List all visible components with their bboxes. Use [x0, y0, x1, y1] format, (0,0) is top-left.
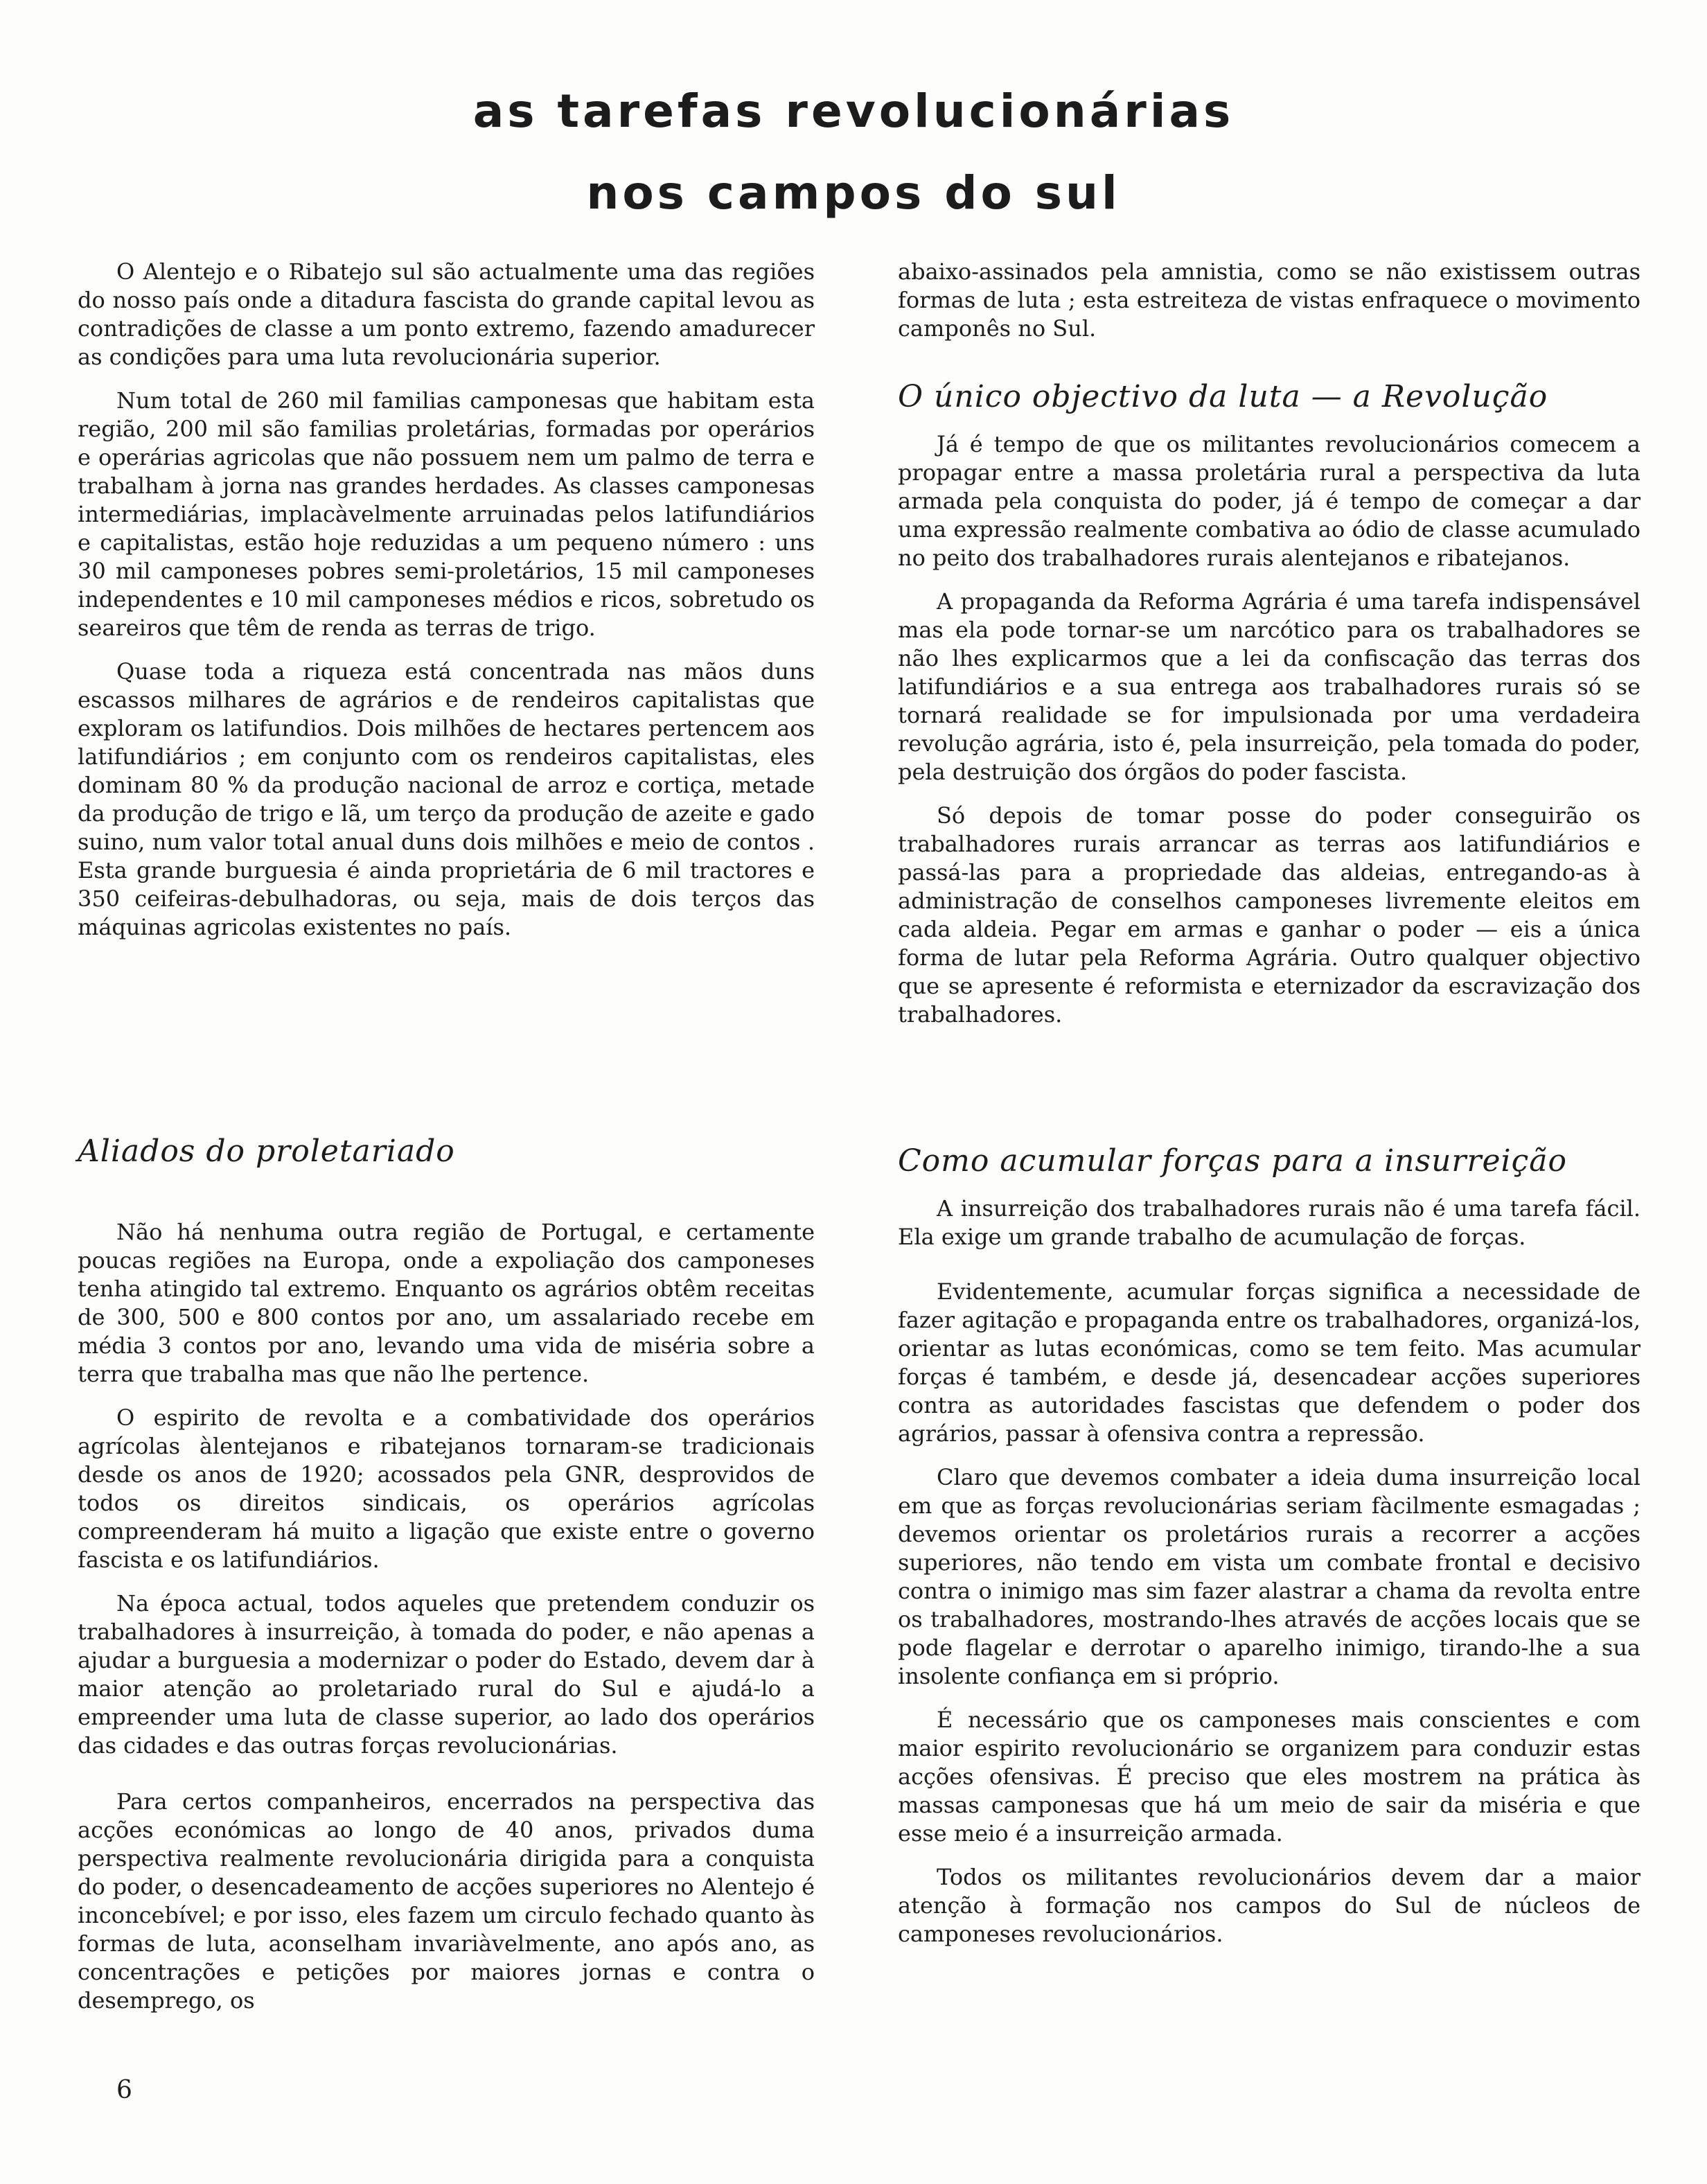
left-column-top [78, 258, 815, 942]
left-column-bottom [78, 1132, 815, 2015]
right-paragraph-2: Já é tempo de que os militantes revolucionários comecem a propagar entre a massa proletária rural a perspectiva da luta armada pela conquista do poder, já é tempo de começar a dar uma expressão realmente combativa ao ódio de classe acumulado no peito dos trabalhadores rurais alentejanos e ribatejanos. [898, 431, 1640, 571]
section-heading-acumular: Como acumular forças para a insurreição [898, 1143, 1567, 1179]
left-paragraph-1: O Alentejo e o Ribatejo sul são actualmente uma das regiões do nosso país onde a ditadura fascista do grande capital levou as contradições de classe a um ponto extremo, fazendo amadurecer as condições para uma luta revolucionária superior. [78, 258, 815, 370]
right-paragraph-7: Claro que devemos combater a ideia duma insurreição local em que as forças revolucionárias seriam fàcilmente esmagadas ; devemos orientar os proletários rurais a recorrer a acções superiores, não tendo em vista um combate frontal e decisivo contra o inimigo mas sim fazer alastrar a chama da revolta entre os trabalhadores, mostrando-lhes através de acções locais que se pode flagelar e derrotar o aparelho inimigo, tirando-lhe a sua insolente confiança em si próprio. [898, 1464, 1640, 1689]
right-paragraph-1: abaixo-assinados pela amnistia, como se não existissem outras formas de luta ; esta estreiteza de vistas enfraquece o movimento camponês no Sul. [898, 258, 1640, 342]
right-paragraph-8: É necessário que os camponeses mais conscientes e com maior espirito revolucionário se organizem para conduzir estas acções ofensivas. É preciso que eles mostrem na prática às massas camponesas que há um meio de sair da miséria e que esse meio é a insurreição armada. [898, 1707, 1640, 1847]
left-paragraph-3: Quase toda a riqueza está concentrada nas mãos duns escassos milhares de agrários e de rendeiros capitalistas que exploram os latifundios. Dois milhões de hectares pertencem aos latifundiários ; em conjunto com os rendeiros capitalistas, eles dominam 80 % da produção nacional de arroz e cortiça, metade da produção de trigo e lã, um terço da produção de azeite e gado suino, num valor total anual duns dois milhões e meio de contos . Esta grande burguesia é ainda proprietária de 6 mil tractores e 350 ceifeiras-debulhadoras, ou seja, mais de dois terços das máquinas agricolas existentes no país. [78, 658, 815, 940]
left-paragraph-7: Para certos companheiros, encerrados na perspectiva das acções económicas ao longo de 40 anos, privados duma perspectiva realmente revolucionária dirigida para a conquista do poder, o desencadeamento de acções superiores no Alentejo é inconcebível; e por isso, eles fazem um circulo fechado quanto às formas de luta, aconselham invariàvelmente, ano após ano, as concentrações e petições por maiores jornas e contra o desemprego, os [78, 1788, 815, 2014]
right-paragraph-6: Evidentemente, acumular forças significa a necessidade de fazer agitação e propaganda entre os trabalhadores, organizá-los, orientar as lutas económicas, como se tem feito. Mas acumular forças é também, e desde já, desencadear acções superiores contra as autoridades fascistas que defendem o poder dos agrários, passar à ofensiva contra a repressão. [898, 1278, 1640, 1447]
right-column-top [898, 258, 1640, 1029]
page-title-line-1: as tarefas revolucionárias [472, 85, 1235, 138]
left-paragraph-6: Na época actual, todos aqueles que pretendem conduzir os trabalhadores à insurreição, à tomada do poder, e não apenas a ajudar a burguesia a modernizar o poder do Estado, devem dar à maior atenção ao proletariado rural do Sul e ajudá-lo a empreender uma luta de classe superior, ao lado dos operários das cidades e das outras forças revolucionárias. [78, 1590, 815, 1759]
section-heading-objectivo: O único objectivo da luta — a Revolução [898, 379, 1548, 414]
left-paragraph-4: Não há nenhuma outra região de Portugal, e certamente poucas regiões na Europa, onde a expoliação dos camponeses tenha atingido tal extremo. Enquanto os agrários obtêm receitas de 300, 500 e 800 contos por ano, um assalariado recebe em média 3 contos por ano, levando uma vida de miséria sobre a terra que trabalha mas que não lhe pertence. [78, 1219, 815, 1387]
page-title-line-2: nos campos do sul [586, 166, 1121, 220]
right-paragraph-4: Só depois de tomar posse do poder conseguirão os trabalhadores rurais arrancar as terras aos latifundiários e passá-las para a propriedade das aldeias, entregando-as à administração de conselhos camponeses livremente eleitos em cada aldeia. Pegar em armas e ganhar o poder — eis a única forma de lutar pela Reforma Agrária. Outro qualquer objectivo que se apresente é reformista e eternizador da escravização dos trabalhadores. [898, 802, 1640, 1028]
right-paragraph-9: Todos os militantes revolucionários devem dar a maior atenção à formação nos campos do Sul de núcleos de camponeses revolucionários. [898, 1864, 1640, 1947]
left-paragraph-2: Num total de 260 mil familias camponesas que habitam esta região, 200 mil são familias proletárias, formadas por operários e operárias agricolas que não possuem nem um palmo de terra e trabalham à jorna nas grandes herdades. As classes camponesas intermediárias, implacàvelmente arruinadas pelos latifundiários e capitalistas, estão hoje reduzidas a um pequeno número : uns 30 mil camponeses pobres semi-proletários, 15 mil camponeses independentes e 10 mil camponeses médios e ricos, sobretudo os seareiros que têm de renda as terras de trigo. [78, 387, 815, 641]
right-paragraph-5: A insurreição dos trabalhadores rurais não é uma tarefa fácil. Ela exige um grande trabalho de acumulação de forças. [898, 1195, 1640, 1250]
right-paragraph-3: A propaganda da Reforma Agrária é uma tarefa indispensável mas ela pode tornar-se um narcótico para os trabalhadores se não lhes explicarmos que a lei da confiscação das terras dos latifundiários e a sua entrega aos trabalhadores rurais só se tornará realidade se for impulsionada por uma verdadeira revolução agrária, isto é, pela insurreição, pela tomada do poder, pela destruição dos órgãos do poder fascista. [898, 588, 1640, 785]
section-heading-aliados: Aliados do proletariado [78, 1134, 455, 1169]
right-column-bottom [898, 1142, 1640, 1948]
page-number: 6 [116, 2076, 132, 2104]
left-paragraph-5: O espirito de revolta e a combatividade dos operários agrícolas àlentejanos e ribatejanos tornaram-se tradicionais desde os anos de 1920; acossados pela GNR, desprovidos de todos os direitos sindicais, os operários agrícolas compreenderam há muito a ligação que existe entre o governo fascista e os latifundiários. [78, 1404, 815, 1573]
